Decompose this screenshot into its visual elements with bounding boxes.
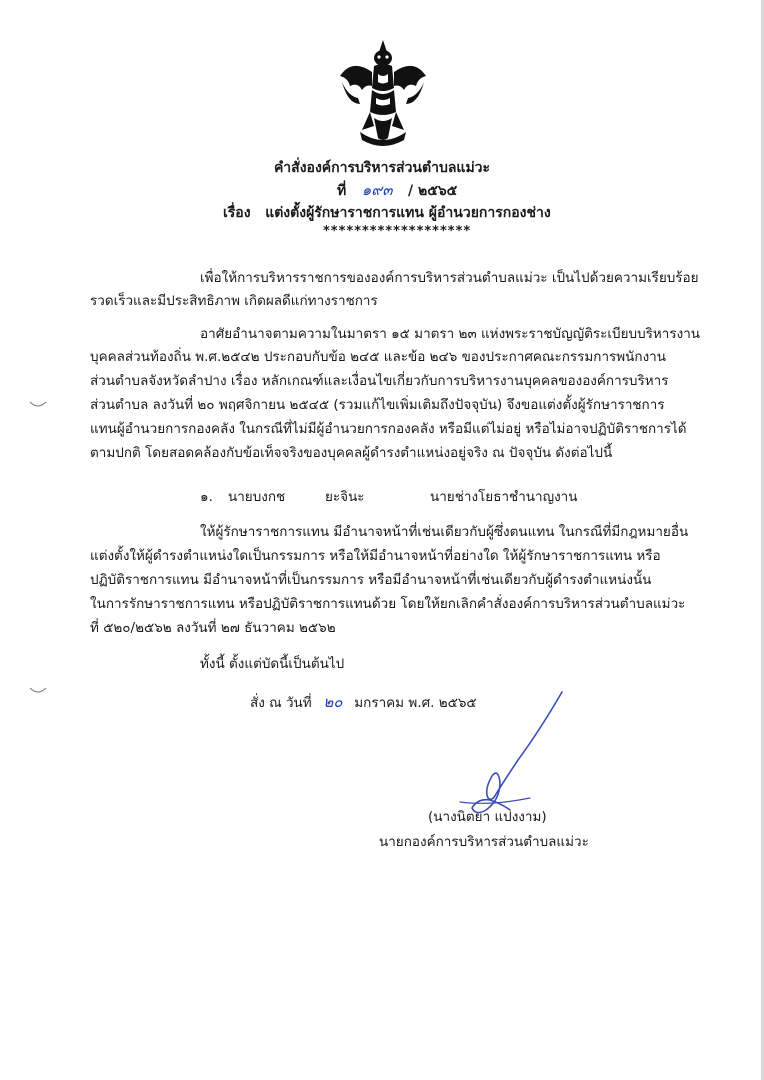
order-number-handwritten: ๑๙๓ xyxy=(361,181,393,199)
paragraph-3-line-2: แต่งตั้งให้ผู้ดำรงตำแหน่งใดเป็นกรรมการ หรือให้มีอำนาจหน้าที่อย่างใด ให้ผู้รักษาราชการแทน หรือ xyxy=(90,548,661,564)
signatory-name: (นางนิตยา แปงงาม) xyxy=(428,809,547,825)
order-subject xyxy=(223,202,551,224)
appointee-index: ๑. xyxy=(200,489,213,505)
paragraph-2-line-2: บุคคลส่วนท้องถิ่น พ.ศ.๒๕๔๒ ประกอบกับข้อ ๒๔๕ และข้อ ๒๔๖ ของประกาศคณะกรรมการพนักงาน xyxy=(90,349,666,365)
date-prefix: สั่ง ณ วันที่ xyxy=(250,695,312,711)
punch-hole-mark-top xyxy=(28,398,48,410)
order-number-prefix: ที่ xyxy=(337,183,347,199)
paragraph-3-line-3: ปฏิบัติราชการแทน มีอำนาจหน้าที่เป็นกรรมการ หรือมีอำนาจหน้าที่เช่นเดียวกับผู้ดำรงตำแหน่งนั้น xyxy=(90,572,652,588)
paragraph-2-line-5: แทนผู้อำนวยการกองคลัง ในกรณีที่ไม่มีผู้อำนวยการกองคลัง หรือมีแต่ไม่อยู่ หรือไม่อาจปฏิบัติราชการได้ xyxy=(90,421,687,437)
handwritten-signature xyxy=(430,690,570,820)
date-day-handwritten: ๒๐ xyxy=(323,693,343,711)
order-title: คำสั่งองค์การบริหารส่วนตำบลแม่วะ xyxy=(273,160,491,176)
paragraph-1-line-2: รวดเร็วและมีประสิทธิภาพ เกิดผลดีแก่ทางราชการ xyxy=(90,293,378,309)
paragraph-2-line-6: ตามปกติ โดยสอดคล้องกับข้อเท็จจริงของบุคคลผู้ดำรงตำแหน่งอยู่จริง ณ ปัจจุบัน ดังต่อไปนี้ xyxy=(90,445,613,461)
paragraph-1-line-1: เพื่อให้การบริหารราชการขององค์การบริหารส่วนตำบลแม่วะ เป็นไปด้วยความเรียบร้อย xyxy=(200,270,699,286)
paragraph-2-line-1: อาศัยอำนาจตามความในมาตรา ๑๕ มาตรา ๒๓ แห่งพระราชบัญญัติระเบียบบริหารงาน xyxy=(200,326,701,342)
order-number xyxy=(337,178,457,202)
appointee-last-name: ยะจินะ xyxy=(325,489,365,505)
garuda-emblem-icon xyxy=(338,38,428,150)
subject-text: แต่งตั้งผู้รักษาราชการแทน ผู้อำนวยการกองช่าง xyxy=(265,205,551,221)
order-number-suffix: / ๒๕๖๕ xyxy=(407,183,458,199)
paragraph-4: ทั้งนี้ ตั้งแต่บัดนี้เป็นต้นไป xyxy=(200,656,345,672)
appointee-position: นายช่างโยธาชำนาญงาน xyxy=(430,489,578,505)
paragraph-2-line-3: ส่วนตำบลจังหวัดลำปาง เรื่อง หลักเกณฑ์และเงื่อนไขเกี่ยวกับการบริหารงานบุคคลขององค์การบริหาร xyxy=(90,373,669,389)
signatory-title: นายกองค์การบริหารส่วนตำบลแม่วะ xyxy=(379,834,589,850)
paragraph-3-line-5: ที่ ๕๒๐/๒๕๖๒ ลงวันที่ ๒๗ ธันวาคม ๒๕๖๒ xyxy=(90,620,336,636)
subject-label: เรื่อง xyxy=(223,205,251,221)
heading-separator: ******************* xyxy=(323,224,472,239)
appointee-first-name: นายบงกช xyxy=(228,489,286,505)
paragraph-3-line-4: ในการรักษาราชการแทน หรือปฏิบัติราชการแทนด้วย โดยให้ยกเลิกคำสั่งองค์การบริหารส่วนตำบลแม่วะ xyxy=(90,596,686,612)
paragraph-2-line-4: ส่วนตำบล ลงวันที่ ๒๐ พฤศจิกายน ๒๕๔๕ (รวมแก้ไขเพิ่มเติมถึงปัจจุบัน) จึงขอแต่งตั้งผู้รักษาราชการ xyxy=(90,397,665,413)
date-rest: มกราคม พ.ศ. ๒๕๖๕ xyxy=(354,695,477,711)
punch-hole-mark-bottom xyxy=(28,684,48,696)
paragraph-3-line-1: ให้ผู้รักษาราชการแทน มีอำนาจหน้าที่เช่นเดียวกับผู้ซึ่งตนแทน ในกรณีที่มีกฎหมายอื่น xyxy=(200,524,689,540)
